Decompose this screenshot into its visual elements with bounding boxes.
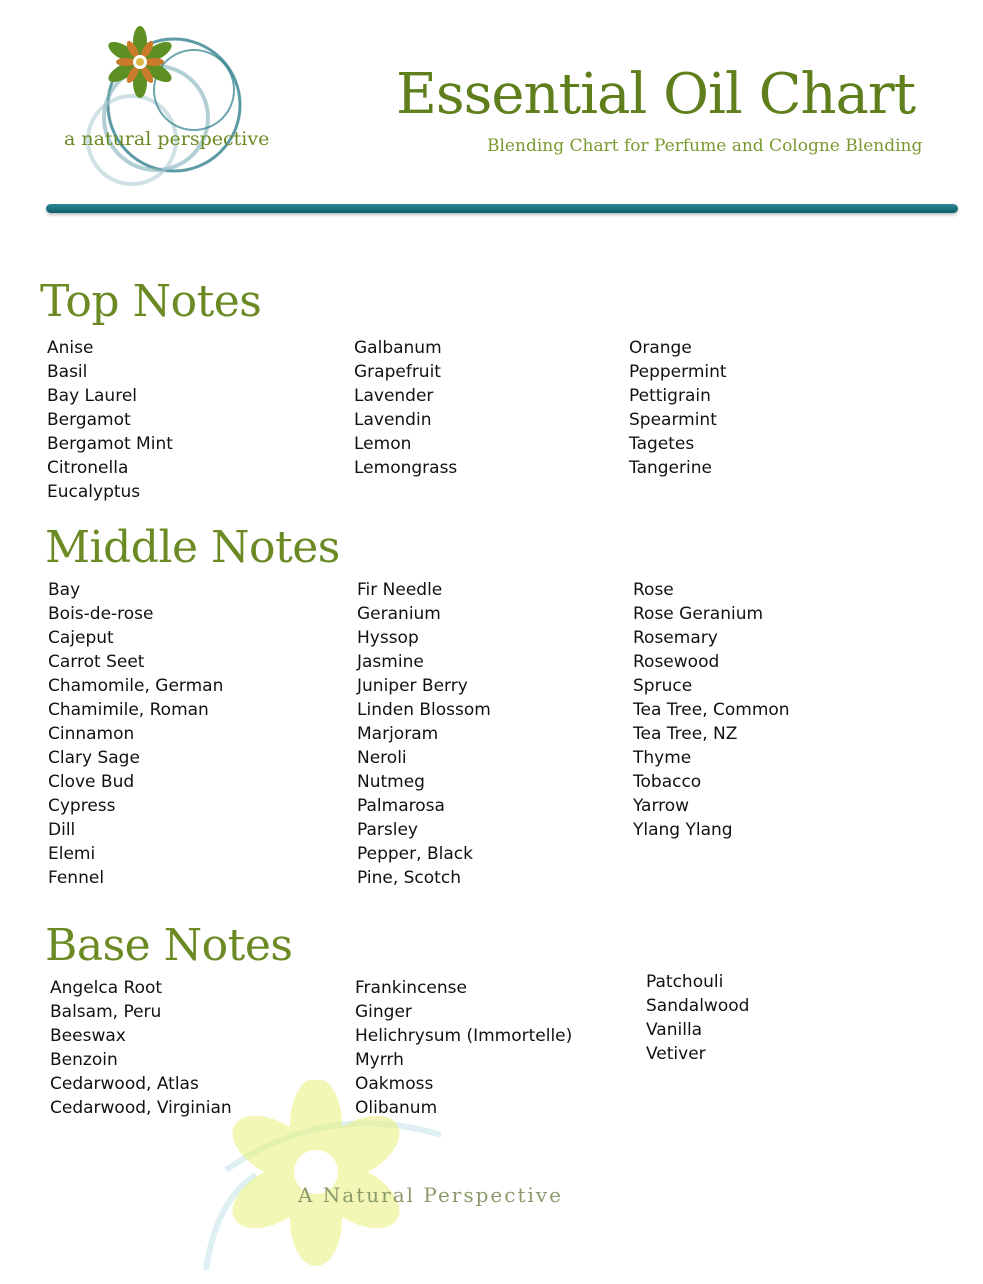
list-item: Grapefruit bbox=[354, 362, 441, 382]
list-item: Oakmoss bbox=[355, 1074, 434, 1094]
list-item: Myrrh bbox=[355, 1050, 404, 1070]
list-item: Pine, Scotch bbox=[357, 868, 461, 888]
base-notes-column-3 bbox=[646, 970, 749, 1066]
list-item: Linden Blossom bbox=[357, 700, 491, 720]
list-item: Thyme bbox=[633, 748, 692, 768]
list-item: Helichrysum (Immortelle) bbox=[355, 1026, 573, 1046]
list-item: Ginger bbox=[355, 1002, 412, 1022]
top-notes-heading: Top Notes bbox=[40, 276, 262, 327]
list-item: Ylang Ylang bbox=[633, 820, 733, 840]
list-item: Pepper, Black bbox=[357, 844, 473, 864]
top-notes-column-1 bbox=[47, 336, 173, 504]
list-item: Tobacco bbox=[633, 772, 702, 792]
page-subtitle: Blending Chart for Perfume and Cologne Blending bbox=[487, 136, 923, 156]
list-item: Bergamot Mint bbox=[47, 434, 173, 454]
middle-notes-column-2 bbox=[357, 578, 491, 890]
list-item: Rose bbox=[633, 580, 674, 600]
list-item: Sandalwood bbox=[646, 996, 750, 1016]
watermark-flower bbox=[196, 1080, 456, 1280]
list-item: Balsam, Peru bbox=[50, 1002, 162, 1022]
list-item: Palmarosa bbox=[357, 796, 445, 816]
logo bbox=[44, 20, 270, 195]
list-item: Rosemary bbox=[633, 628, 718, 648]
list-item: Jasmine bbox=[357, 652, 424, 672]
top-notes-column-2 bbox=[354, 336, 457, 480]
middle-notes-column-3 bbox=[633, 578, 790, 842]
list-item: Bay Laurel bbox=[47, 386, 138, 406]
list-item: Citronella bbox=[47, 458, 129, 478]
watermark-text: A Natural Perspective bbox=[298, 1183, 564, 1207]
list-item: Bay bbox=[48, 580, 81, 600]
middle-notes-column-1 bbox=[48, 578, 223, 890]
list-item: Clove Bud bbox=[48, 772, 135, 792]
top-notes-column-3 bbox=[629, 336, 727, 480]
list-item: Vanilla bbox=[646, 1020, 703, 1040]
list-item: Cinnamon bbox=[48, 724, 135, 744]
list-item: Rosewood bbox=[633, 652, 720, 672]
list-item: Anise bbox=[47, 338, 94, 358]
list-item: Lavender bbox=[354, 386, 434, 406]
list-item: Olibanum bbox=[355, 1098, 438, 1118]
list-item: Orange bbox=[629, 338, 692, 358]
list-item: Tangerine bbox=[629, 458, 712, 478]
list-item: Cedarwood, Atlas bbox=[50, 1074, 199, 1094]
list-item: Tea Tree, Common bbox=[633, 700, 790, 720]
list-item: Geranium bbox=[357, 604, 441, 624]
list-item: Bois-de-rose bbox=[48, 604, 154, 624]
list-item: Parsley bbox=[357, 820, 418, 840]
header-divider bbox=[46, 204, 958, 213]
list-item: Tagetes bbox=[629, 434, 695, 454]
list-item: Chamimile, Roman bbox=[48, 700, 209, 720]
list-item: Basil bbox=[47, 362, 88, 382]
page-title: Essential Oil Chart bbox=[396, 62, 916, 127]
list-item: Juniper Berry bbox=[357, 676, 468, 696]
list-item: Dill bbox=[48, 820, 76, 840]
list-item: Cedarwood, Virginian bbox=[50, 1098, 232, 1118]
list-item: Benzoin bbox=[50, 1050, 118, 1070]
list-item: Peppermint bbox=[629, 362, 727, 382]
list-item: Yarrow bbox=[633, 796, 690, 816]
list-item: Lemon bbox=[354, 434, 412, 454]
list-item: Galbanum bbox=[354, 338, 442, 358]
list-item: Rose Geranium bbox=[633, 604, 764, 624]
brand-name: a natural perspective bbox=[64, 128, 270, 150]
list-item: Patchouli bbox=[646, 972, 724, 992]
base-notes-heading: Base Notes bbox=[45, 920, 293, 971]
logo-graphic bbox=[44, 20, 264, 195]
list-item: Clary Sage bbox=[48, 748, 140, 768]
list-item: Beeswax bbox=[50, 1026, 126, 1046]
list-item: Frankincense bbox=[355, 978, 467, 998]
list-item: Hyssop bbox=[357, 628, 419, 648]
list-item: Carrot Seet bbox=[48, 652, 145, 672]
list-item: Nutmeg bbox=[357, 772, 425, 792]
list-item: Pettigrain bbox=[629, 386, 711, 406]
list-item: Marjoram bbox=[357, 724, 439, 744]
list-item: Neroli bbox=[357, 748, 407, 768]
list-item: Eucalyptus bbox=[47, 482, 141, 502]
list-item: Spruce bbox=[633, 676, 693, 696]
list-item: Angelca Root bbox=[50, 978, 163, 998]
list-item: Bergamot bbox=[47, 410, 131, 430]
list-item: Cajeput bbox=[48, 628, 114, 648]
list-item: Vetiver bbox=[646, 1044, 706, 1064]
middle-notes-heading: Middle Notes bbox=[45, 522, 340, 573]
list-item: Tea Tree, NZ bbox=[633, 724, 738, 744]
list-item: Elemi bbox=[48, 844, 96, 864]
list-item: Fennel bbox=[48, 868, 105, 888]
list-item: Lemongrass bbox=[354, 458, 458, 478]
list-item: Lavendin bbox=[354, 410, 432, 430]
list-item: Fir Needle bbox=[357, 580, 443, 600]
list-item: Cypress bbox=[48, 796, 116, 816]
list-item: Spearmint bbox=[629, 410, 717, 430]
list-item: Chamomile, German bbox=[48, 676, 224, 696]
flower-watermark-graphic bbox=[196, 1080, 456, 1280]
